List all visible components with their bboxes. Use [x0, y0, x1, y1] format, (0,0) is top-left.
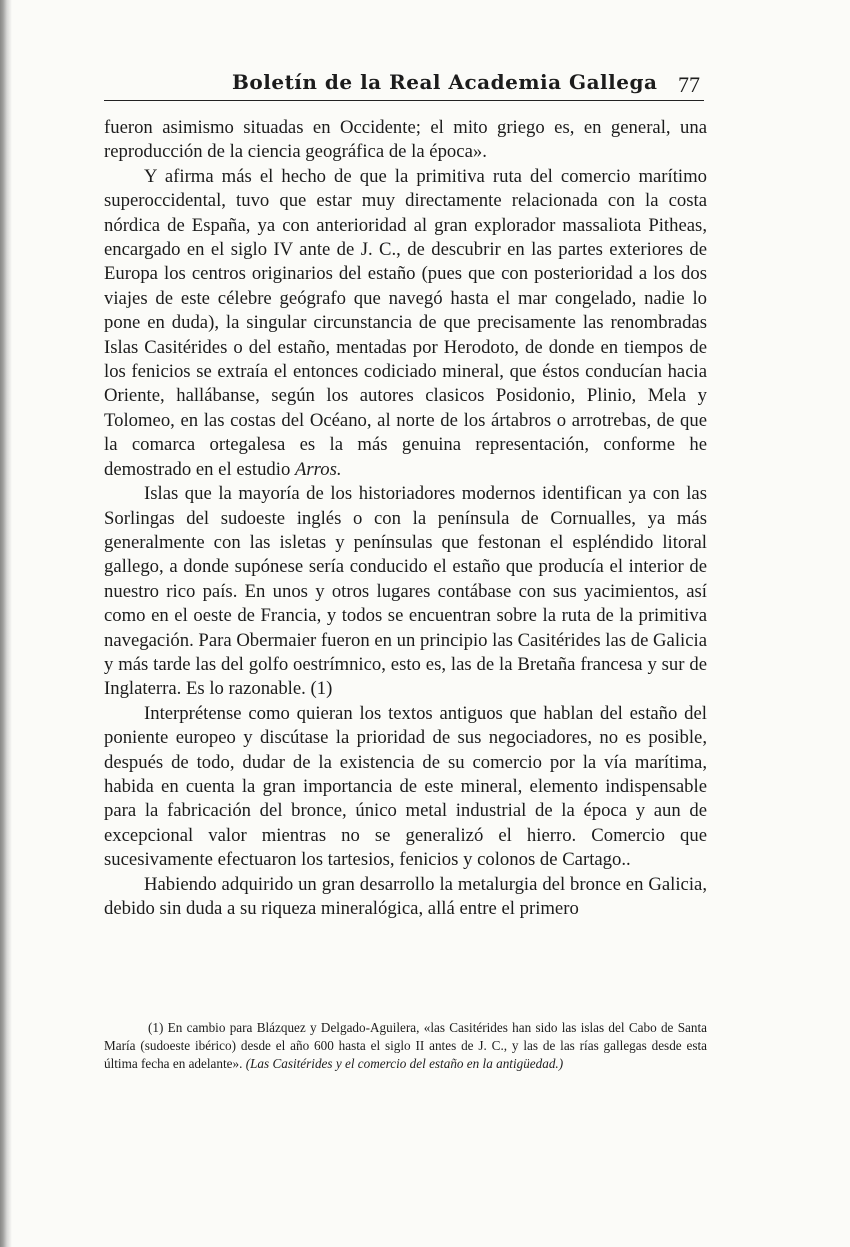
footnote-1-text: (1) En cambio para Blázquez y Delgado-Aguilera, «las Casitérides han sido las islas del Cabo de Santa María (sudoeste ibérico) desde el año 600 hasta el siglo II antes de J. C., y las de las rías gallegas desde esta última fecha en adelante».: [104, 1020, 707, 1072]
page-number: 77: [678, 72, 700, 97]
scan-binding-edge: [0, 0, 12, 1247]
running-head: Boletín de la Real Academia Gallega: [232, 70, 658, 94]
paragraph-2-text: Y afirma más el hecho de que la primitiva ruta del comercio marítimo superoccidental, tuvo que estar muy directamente relacionada con la costa nórdica de España, ya con anterioridad al gran explorador massaliota Pitheas, encargado en el siglo IV ante de J. C., de descubrir en las partes exteriores de Europa los centros originarios del estaño (pues que con posterioridad a los dos viajes de este célebre geógrafo que navegó hasta el mar congelado, nadie lo pone en duda), la singular circunstancia de que precisamente las renombradas Islas Casitérides o del estaño, mentadas por Herodoto, de donde en tiempos de los fenicios se extraía el entonces codiciado mineral, que éstos conducían hacia Oriente, hallábanse, según los autores clasicos Posidonio, Plinio, Mela y Tolomeo, en las costas del Océano, al norte de los ártabros o arrotrebas, de que la comarca ortegalesa es la más genuina representación, conforme he demostrado en el estudio: [104, 165, 707, 480]
footnote-1-citation: (Las Casitérides y el comercio del estaño en la antigüedad.): [245, 1056, 564, 1072]
paragraph-4: Interprétense como quieran los textos antiguos que hablan del estaño del poniente europeo y discútase la prioridad de sus negociadores, no es posible, después de todo, dudar de la existencia de su comercio por la vía marítima, habida en cuenta la gran importancia de este mineral, elemento indispensable para la fabricación del bronce, único metal industrial de la época y aun de excepcional valor mientras no se generalizó el hierro. Comercio que sucesivamente efectuaron los tartesios, fenicios y colonos de Cartago..: [104, 702, 707, 871]
paragraph-5: Habiendo adquirido un gran desarrollo la metalurgia del bronce en Galicia, debido sin duda a su riqueza mineralógica, allá entre el primero: [104, 873, 707, 919]
paragraph-2-title-italic: Arros.: [294, 458, 342, 480]
footnote-1: [104, 1019, 707, 1074]
paragraph-2: [104, 165, 707, 482]
body-text: [104, 116, 707, 921]
paragraph-1: fueron asimismo situadas en Occidente; el mito griego es, en general, una reproducción de la ciencia geográfica de la época».: [104, 117, 707, 163]
paragraph-3: Islas que la mayoría de los historiadores modernos identifican ya con las Sorlingas del sudoeste inglés o con la península de Cornualles, ya más generalmente con las isletas y penínsulas que festonan el espléndido litoral gallego, a donde supónese sería conducido el estaño que producía el interior de nuestro rico país. En unos y otros lugares contábase con sus yacimientos, así como en el oeste de Francia, y todos se encuentran sobre la ruta de la primitiva navegación. Para Obermaier fueron en un principio las Casitérides las de Galicia y más tarde las del golfo oestrímnico, esto es, las de la Bretaña francesa y sur de Inglaterra. Es lo razonable. (1): [104, 483, 707, 700]
page-header: [104, 66, 704, 101]
footnotes: [104, 1019, 707, 1074]
